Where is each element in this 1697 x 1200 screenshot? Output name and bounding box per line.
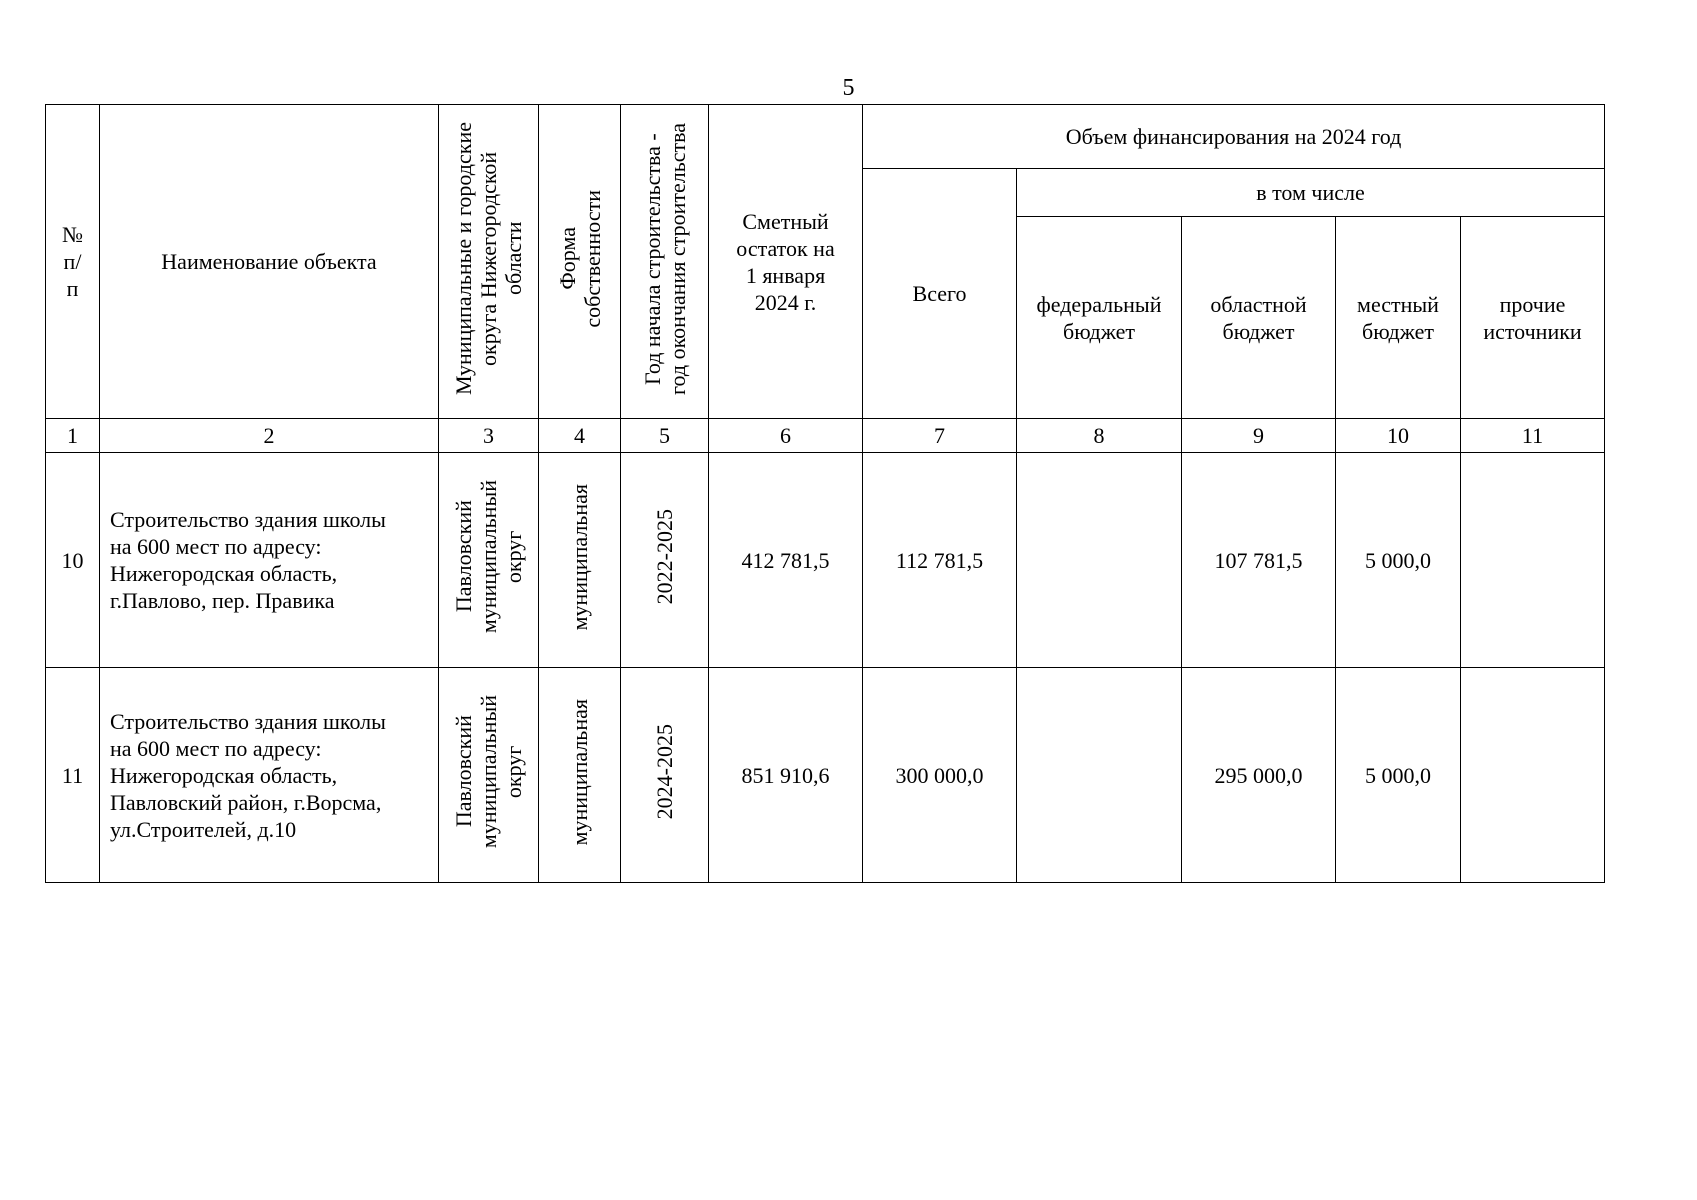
row-ownership: муниципальная: [539, 453, 621, 668]
row-regional: 107 781,5: [1182, 453, 1336, 668]
column-number: 3: [439, 419, 539, 453]
column-number: 4: [539, 419, 621, 453]
header-row-1: [46, 105, 1605, 169]
column-number: 10: [1336, 419, 1461, 453]
header-local: местный бюджет: [1336, 217, 1461, 419]
header-ownership: Форма собственности: [539, 105, 621, 419]
row-years: 2024-2025: [621, 668, 709, 883]
header-estimate: Сметный остаток на 1 января 2024 г.: [709, 105, 863, 419]
row-object-name: Строительство здания школы на 600 мест по адресу: Нижегородская область, г.Павлово, пер. Правика: [100, 453, 439, 668]
row-estimate: 851 910,6: [709, 668, 863, 883]
header-years: Год начала строительства - год окончания строительства: [621, 105, 709, 419]
header-including-group: в том числе: [1017, 169, 1605, 217]
column-number: 5: [621, 419, 709, 453]
column-number: 11: [1461, 419, 1605, 453]
table-row: [46, 453, 1605, 668]
financing-table: [45, 104, 1605, 883]
row-local: 5 000,0: [1336, 453, 1461, 668]
column-numbers-row: [46, 419, 1605, 453]
header-funding-group: Объем финансирования на 2024 год: [863, 105, 1605, 169]
row-other: [1461, 668, 1605, 883]
row-total: 300 000,0: [863, 668, 1017, 883]
row-municipality: Павловский муниципальный округ: [439, 668, 539, 883]
row-object-name: Строительство здания школы на 600 мест по адресу: Нижегородская область, Павловский район, г.Ворсма, ул.Строителей, д.10: [100, 668, 439, 883]
row-num: 10: [46, 453, 100, 668]
row-other: [1461, 453, 1605, 668]
row-ownership: муниципальная: [539, 668, 621, 883]
header-federal: федеральный бюджет: [1017, 217, 1182, 419]
header-municipality: Муниципальные и городские округа Нижегородской области: [439, 105, 539, 419]
column-number: 9: [1182, 419, 1336, 453]
row-num: 11: [46, 668, 100, 883]
row-total: 112 781,5: [863, 453, 1017, 668]
row-municipality: Павловский муниципальный округ: [439, 453, 539, 668]
header-other: прочие источники: [1461, 217, 1605, 419]
row-years: 2022-2025: [621, 453, 709, 668]
row-regional: 295 000,0: [1182, 668, 1336, 883]
row-local: 5 000,0: [1336, 668, 1461, 883]
row-federal: [1017, 453, 1182, 668]
header-num: № п/ п: [46, 105, 100, 419]
page-number: 5: [842, 75, 855, 101]
header-object-name: Наименование объекта: [100, 105, 439, 419]
row-federal: [1017, 668, 1182, 883]
header-total: Всего: [863, 169, 1017, 419]
table-row: [46, 668, 1605, 883]
column-number: 6: [709, 419, 863, 453]
header-regional: областной бюджет: [1182, 217, 1336, 419]
column-number: 2: [100, 419, 439, 453]
column-number: 8: [1017, 419, 1182, 453]
column-number: 7: [863, 419, 1017, 453]
row-estimate: 412 781,5: [709, 453, 863, 668]
column-number: 1: [46, 419, 100, 453]
